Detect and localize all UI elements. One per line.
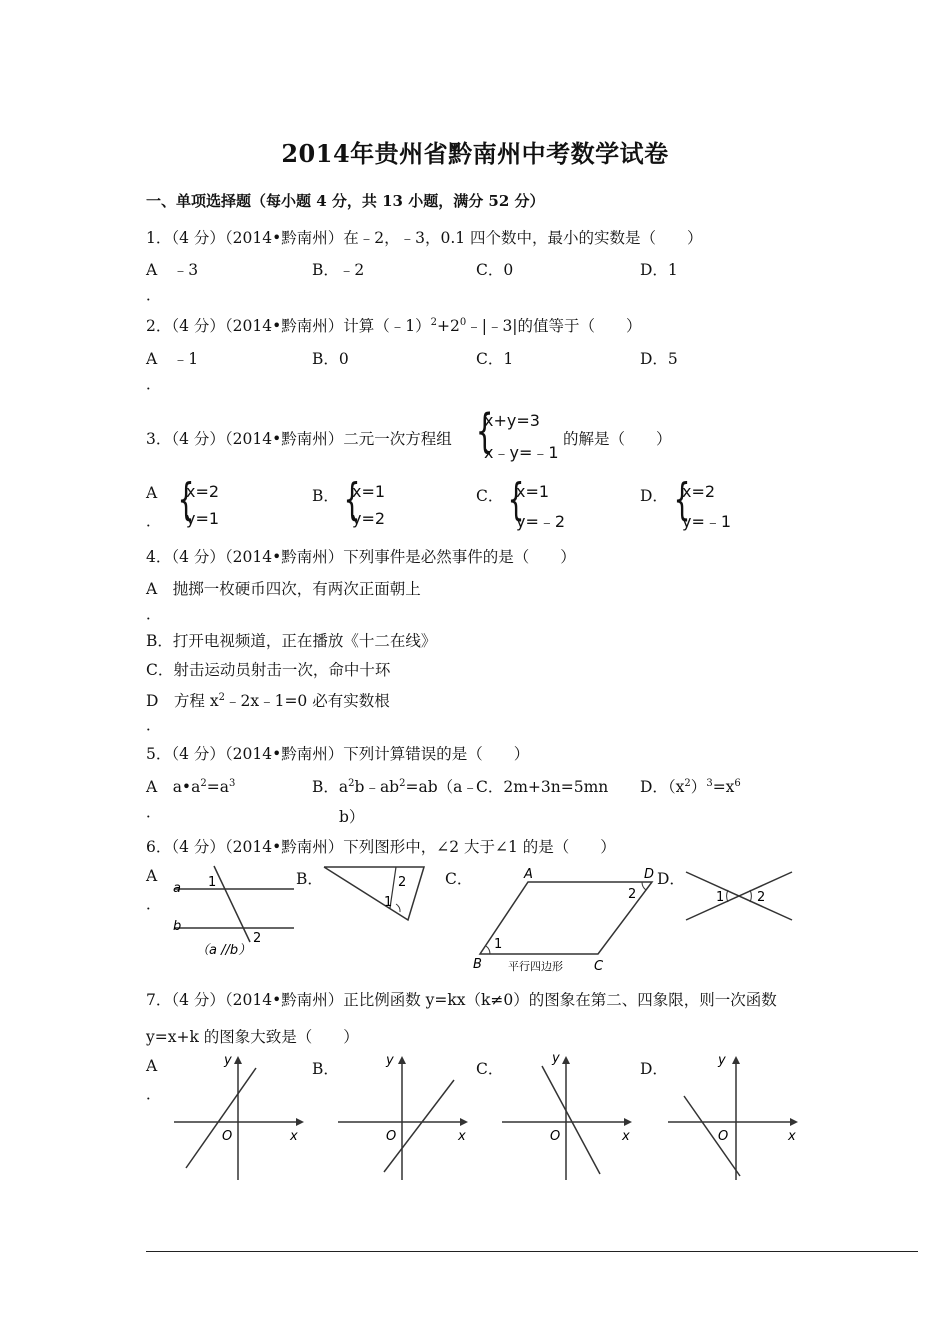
question-4-stem: 4．（4 分）（2014•黔南州）下列事件是必然事件的是（ ） [146,548,576,566]
brace-symbol: { [343,474,361,525]
transversal-line [214,866,250,942]
question-3-stem-a: 3．（4 分）（2014•黔南州）二元一次方程组 [146,430,452,448]
q5-d-part: D．（x [640,778,685,796]
page-title: 2014年贵州省黔南州中考数学试卷 [281,139,669,168]
angle-2-label: 2 [757,890,766,905]
question-3-stem-b: 的解是（ ） [563,430,672,448]
figure-caption: 平行四边形 [508,960,563,973]
q4-option-d-dot: ． [146,716,162,734]
q6-option-c-label[interactable]: C． [445,870,473,888]
footer-divider [146,1251,918,1252]
q1-option-a-dot: ． [146,286,162,304]
angle-arc-1 [727,890,728,902]
question-2-stem [146,314,642,336]
q3-option-a-dot: ． [146,512,162,530]
angle-1-label: 1 [384,895,393,910]
brace-symbol: { [673,474,691,525]
q4-option-b[interactable]: B．打开电视频道，正在播放《十二在线》 [146,632,437,650]
q7-option-d-label[interactable]: D． [640,1060,668,1078]
label-b: b [173,919,182,934]
x-axis-arrow [790,1118,798,1126]
y-axis-arrow [234,1056,242,1064]
q6-option-a-dot: ． [146,895,162,913]
q6-figure-a [168,862,298,962]
x-label: x [458,1129,466,1144]
angle-arc [396,904,400,912]
q3-option-b-label[interactable]: B． [312,487,339,505]
q1-option-b[interactable]: B．﹣2 [312,261,365,279]
angle-arc-2 [642,882,646,890]
q5-option-a[interactable] [146,775,235,797]
angle-2-label: 2 [398,875,407,890]
graph-line [186,1068,256,1168]
origin-label: O [550,1129,561,1144]
q6-option-a-label[interactable]: A [146,867,158,885]
q4-option-a-dot: ． [146,605,162,623]
question-5-stem: 5．（4 分）（2014•黔南州）下列计算错误的是（ ） [146,745,530,763]
y-label: y [552,1051,560,1066]
q5-b-part: a [338,778,349,796]
q3-a-eq2: y=1 [186,509,220,528]
y-label: y [224,1053,232,1068]
angle-2-label: 2 [628,887,637,902]
q5-option-c[interactable]: C．2m+3n=5mn [476,778,609,796]
q3-c-eq1: x=1 [516,482,550,501]
angle-1-label: 1 [716,890,725,905]
origin-label: O [222,1129,233,1144]
q4-option-a[interactable]: A 抛掷一枚硬币四次，有两次正面朝上 [146,580,421,598]
brace-symbol: { [507,474,525,525]
triangle [324,867,424,920]
q3-option-c-label[interactable]: C． [476,487,504,505]
q6-option-d-label[interactable]: D． [657,870,685,888]
q5-d-part: =x [712,778,735,796]
q1-option-d[interactable]: D．1 [640,261,678,279]
vertex-d-label: D [644,867,655,882]
q6-figure-c [468,862,664,974]
q7-option-b-label[interactable]: B． [312,1060,339,1078]
q2-stem-part: +2 [436,317,460,335]
q5-d-sup: 3 [706,777,713,789]
q3-a-eq1: x=2 [186,482,220,501]
q4-option-d[interactable] [146,689,390,711]
angle-2-label: 2 [253,931,262,946]
q2-option-c[interactable]: C．1 [476,350,514,368]
q4-d-part: ﹣2x﹣1=0 必有实数根 [224,692,390,710]
x-axis-arrow [460,1118,468,1126]
y-label: y [718,1053,726,1068]
q7-option-c-label[interactable]: C． [476,1060,504,1078]
q2-option-a[interactable]: A ﹣1 [146,350,199,368]
q3-option-a-label[interactable]: A [146,484,158,502]
q3-equation-2: x﹣y=﹣1 [484,443,559,462]
q3-b-eq1: x=1 [352,482,386,501]
q5-option-d[interactable] [640,775,741,797]
q2-stem-part: 2．（4 分）（2014•黔南州）计算（﹣1） [146,317,431,335]
q5-option-b[interactable] [312,775,478,797]
q5-a-part: =a [206,778,229,796]
q5-b-sup: 2 [399,777,406,789]
vertex-c-label: C [594,959,604,974]
q2-sup: 2 [430,316,437,328]
q5-b-part: =ab（a﹣ [405,778,478,796]
q5-b-part: B． [312,778,339,796]
y-label: y [386,1053,394,1068]
q3-c-eq2: y=﹣2 [516,512,566,531]
question-1-stem: 1．（4 分）（2014•黔南州）在﹣2，﹣3，0.1 四个数中，最小的实数是（ ） [146,229,703,247]
y-axis-arrow [398,1056,406,1064]
q5-d-sup: 2 [684,777,691,789]
angle-arc-2 [750,890,751,902]
question-7-stem-line2: y=x+k 的图象大致是（ ） [146,1028,359,1046]
q3-d-eq1: x=2 [682,482,716,501]
q5-b-sup: 2 [348,777,355,789]
q6-figure-d [684,864,796,926]
graph-line [384,1080,454,1172]
q2-option-b[interactable]: B．0 [312,350,349,368]
parallelogram [480,882,652,954]
question-7-stem-line1: 7．（4 分）（2014•黔南州）正比例函数 y=kx（k≠0）的图象在第二、四象限，则一次函数 [146,991,777,1009]
origin-label: O [718,1129,729,1144]
q4-d-part: D 方程 x [146,692,219,710]
q7-graph-d [666,1050,802,1184]
vertex-a-label: A [524,867,533,882]
q3-b-eq2: y=2 [352,509,386,528]
x-label: x [290,1129,298,1144]
q7-graph-a [172,1050,308,1184]
q7-option-a-label[interactable]: A [146,1057,158,1075]
q7-graph-b [336,1050,472,1184]
q4-d-sup: 2 [218,691,225,703]
q4-option-c[interactable]: C．射击运动员射击一次，命中十环 [146,661,391,679]
q7-graph-c [500,1050,636,1184]
angle-arc-1 [486,946,490,954]
y-axis-arrow [562,1056,570,1064]
q6-option-b-label[interactable]: B． [296,870,323,888]
q5-b-part: b﹣ab [354,778,400,796]
brace-symbol: { [177,474,195,525]
q3-option-d-label[interactable]: D． [640,487,668,505]
vertex-b-label: B [473,957,482,972]
brace-symbol: { [475,404,494,458]
q2-sup: 0 [459,316,467,328]
q5-a-sup: 2 [200,777,207,789]
q1-option-a[interactable]: A ﹣3 [146,261,199,279]
q5-d-part: ） [690,778,707,796]
x-label: x [622,1129,630,1144]
q2-stem-part: ﹣|﹣3|的值等于（ ） [466,317,642,335]
q7-option-a-dot: ． [146,1085,162,1103]
x-axis-arrow [296,1118,304,1126]
figure-caption: （a //b） [196,943,252,958]
x-axis-arrow [624,1118,632,1126]
section-heading: 一、单项选择题（每小题 4 分，共 13 小题，满分 52 分） [146,192,545,210]
q5-option-a-dot: ． [146,803,162,821]
origin-label: O [386,1129,397,1144]
angle-1-label: 1 [208,875,217,890]
graph-line [542,1066,600,1174]
q6-figure-b [320,862,430,926]
q2-option-a-dot: ． [146,375,162,393]
angle-1-label: 1 [494,937,503,952]
q5-a-sup: 3 [228,777,236,789]
y-axis-arrow [732,1056,740,1064]
x-label: x [788,1129,796,1144]
graph-line [684,1096,740,1176]
q3-d-eq2: y=﹣1 [682,512,732,531]
q5-d-sup: 6 [734,777,741,789]
q5-option-b-cont: b） [339,808,365,826]
q2-option-d[interactable]: D．5 [640,350,678,368]
q1-option-c[interactable]: C．0 [476,261,514,279]
q5-a-part: A a•a [146,778,201,796]
q3-equation-1: x+y=3 [484,411,540,430]
label-a: a [173,881,181,896]
question-6-stem: 6．（4 分）（2014•黔南州）下列图形中，∠2 大于∠1 的是（ ） [146,838,616,856]
